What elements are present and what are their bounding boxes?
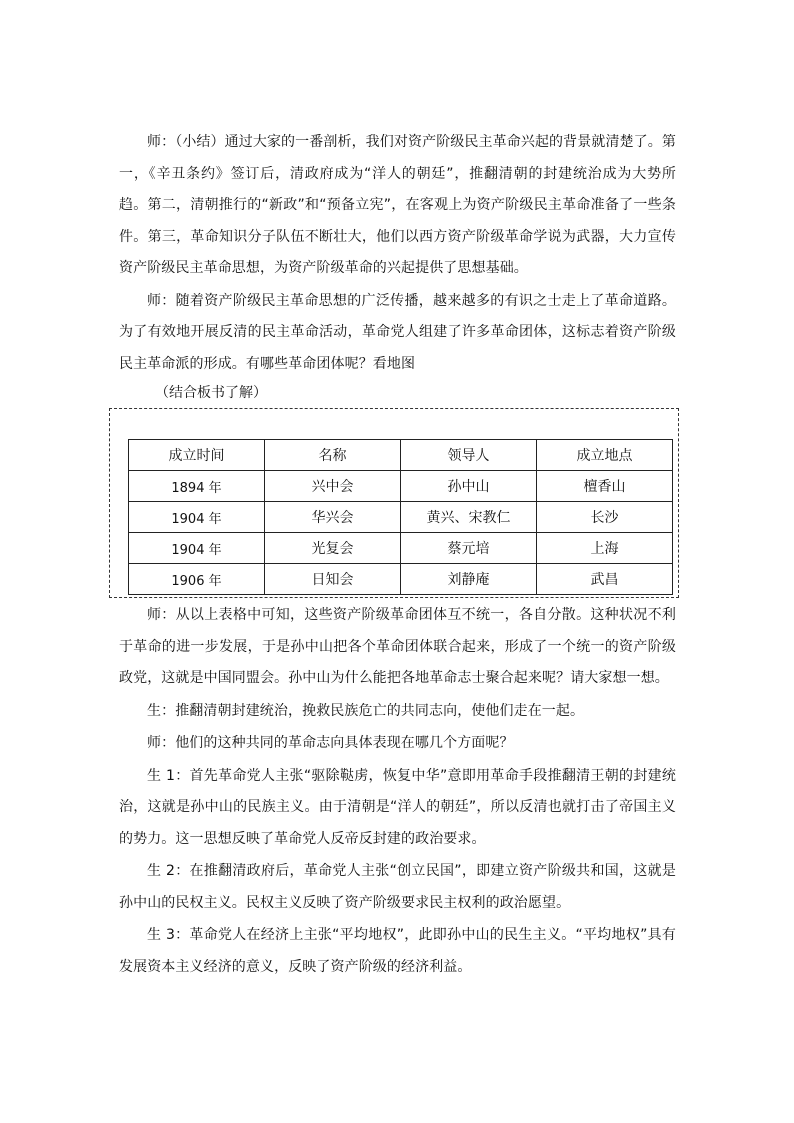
cell-year: 1904 年 — [129, 502, 265, 533]
cell-location: 上海 — [537, 533, 673, 564]
table-row — [129, 533, 673, 564]
table-header-row — [129, 440, 673, 471]
cell-name: 日知会 — [265, 564, 401, 595]
cell-year: 1906 年 — [129, 564, 265, 595]
discussion-section — [119, 600, 676, 983]
cell-leader: 蔡元培 — [401, 533, 537, 564]
table-row — [129, 471, 673, 502]
paragraph-student-1: 生 1：首先革命党人主张“驱除鞑虏，恢复中华”意即用革命手段推翻清王朝的封建统治，这就是孙中山的民族主义。由于清朝是“洋人的朝廷”，所以反清也就打击了帝国主义的势力。这一思想反映了革命党人反帝反封建的政治要求。 — [119, 767, 676, 847]
table-row — [129, 502, 673, 533]
header-location: 成立地点 — [537, 440, 673, 471]
revolutionary-groups-table — [128, 439, 673, 595]
table-frame — [109, 408, 679, 598]
paragraph-student-3: 生 3：革命党人在经济上主张“平均地权”，此即孙中山的民生主义。“平均地权”具有发展资本主义经济的意义，反映了资产阶级的经济利益。 — [119, 927, 676, 975]
board-note: （结合板书了解） — [155, 385, 267, 401]
cell-leader: 黄兴、宋教仁 — [401, 502, 537, 533]
cell-year: 1894 年 — [129, 471, 265, 502]
table-row — [129, 564, 673, 595]
cell-location: 檀香山 — [537, 471, 673, 502]
cell-name: 兴中会 — [265, 471, 401, 502]
paragraph-revolutionary-groups: 师：随着资产阶级民主革命思想的广泛传播，越来越多的有识之士走上了革命道路。为了有效地开展反清的民主革命活动，革命党人组建了许多革命团体，这标志着资产阶级民主革命派的形成。有哪些革命团体呢？看地图 — [119, 292, 676, 372]
header-leader: 领导人 — [401, 440, 537, 471]
cell-location: 武昌 — [537, 564, 673, 595]
header-founding-time: 成立时间 — [129, 440, 265, 471]
cell-location: 长沙 — [537, 502, 673, 533]
cell-name: 光复会 — [265, 533, 401, 564]
document-body — [119, 127, 676, 983]
paragraph-summary: 师：（小结）通过大家的一番剖析，我们对资产阶级民主革命兴起的背景就清楚了。第一，《辛丑条约》签订后，清政府成为“洋人的朝廷”，推翻清朝的封建统治成为大势所趋。第二，清朝推行的“新政”和“预备立宪”，在客观上为资产阶级民主革命准备了一些条件。第三，革命知识分子队伍不断壮大，他们以西方资产阶级革命学说为武器，大力宣传资产阶级民主革命思想，为资产阶级革命的兴起提供了思想基础。 — [119, 134, 676, 276]
paragraph-tongmenghui: 师：从以上表格中可知，这些资产阶级革命团体互不统一，各自分散。这种状况不利于革命的进一步发展，于是孙中山把各个革命团体联合起来，形成了一个统一的资产阶级政党，这就是中国同盟会。孙中山为什么能把各地革命志士聚合起来呢？请大家想一想。 — [119, 607, 676, 686]
cell-leader: 孙中山 — [401, 471, 537, 502]
cell-leader: 刘静庵 — [401, 564, 537, 595]
cell-year: 1904 年 — [129, 533, 265, 564]
cell-name: 华兴会 — [265, 502, 401, 533]
paragraph-teacher-question: 师：他们的这种共同的革命志向具体表现在哪几个方面呢？ — [147, 735, 514, 751]
paragraph-student-answer: 生：推翻清朝封建统治，挽救民族危亡的共同志向，使他们走在一起。 — [147, 702, 585, 719]
paragraph-student-2: 生 2：在推翻清政府后，革命党人主张“创立民国”，即建立资产阶级共和国，这就是孙中山的民权主义。民权主义反映了资产阶级要求民主权利的政治愿望。 — [119, 863, 676, 911]
header-name: 名称 — [265, 440, 401, 471]
